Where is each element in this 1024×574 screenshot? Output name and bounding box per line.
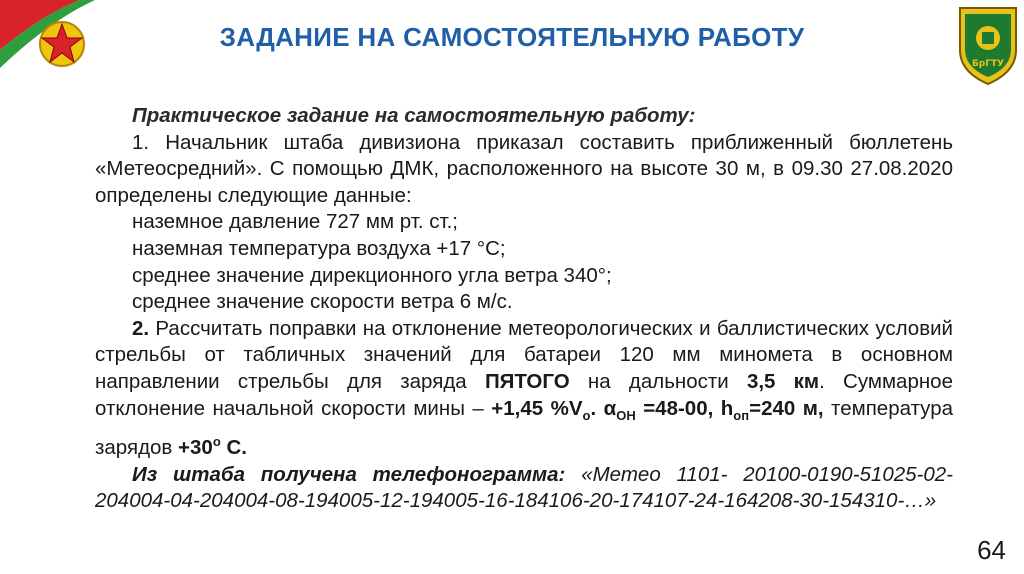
task-2-text-d: температура зарядов	[95, 396, 954, 460]
page-number: 64	[977, 535, 1006, 565]
task-1-text: Начальник штаба дивизиона приказал составить приближенный бюллетень «Метеосредний». С помощью ДМК, расположенного на высоте 30 м, в 09.30 27.08.2020 определены следующие данные:	[95, 130, 953, 207]
list-item: наземное давление 727 мм рт. ст.;	[132, 210, 458, 234]
phonogram-text: «Метео 1101- 20100-0190-51025-02-204004-04-204004-08-194005-12-194005-16-184106-20-174107-24-164208-30-154310-…»	[95, 462, 953, 513]
phonogram-label: Из штаба получена телефонограмма:	[132, 462, 566, 486]
temperature-degree: о	[212, 434, 221, 450]
task-2-text-a: Рассчитать поправки на отклонение метеорологических и баллистических условий стрельбы от табличных значений для батареи 120 мм миномета в основном направлении стрельбы для заряда	[95, 316, 953, 393]
list-item: среднее значение дирекционного угла ветра 340°;	[132, 263, 612, 287]
task-2-text-b: на дальности	[569, 369, 747, 393]
height-subscript: оп	[733, 407, 750, 423]
task-2-number: 2.	[132, 316, 150, 340]
task-1-number: 1.	[132, 130, 150, 154]
alpha-symbol: . α	[590, 396, 617, 420]
height-value: =240 м,	[749, 396, 824, 420]
list-item: наземная температура воздуха +17 °С;	[132, 236, 506, 260]
alpha-value: =48-00, h	[635, 396, 734, 420]
velocity-subscript: о	[582, 407, 591, 423]
temperature-unit: С.	[220, 436, 247, 460]
alpha-subscript: ОН	[616, 407, 636, 423]
temperature-value: +30	[178, 436, 213, 460]
charge-value: ПЯТОГО	[484, 369, 570, 393]
phonogram-paragraph	[95, 462, 953, 515]
subheading: Практическое задание на самостоятельную работу:	[132, 104, 696, 127]
badge-text: БрГТУ	[971, 59, 1005, 69]
list-item: среднее значение скорости ветра 6 м/с.	[132, 290, 513, 314]
slide-body	[95, 103, 953, 515]
task-2-text-c: . Суммарное отклонение начальной скорости мины –	[95, 369, 953, 420]
task-2-paragraph	[95, 316, 953, 462]
slide-title: ЗАДАНИЕ НА САМОСТОЯТЕЛЬНУЮ РАБОТУ	[219, 22, 805, 52]
task-1-paragraph	[95, 130, 953, 210]
distance-value: 3,5 км	[746, 369, 820, 393]
velocity-value: +1,45 %V	[491, 396, 583, 420]
